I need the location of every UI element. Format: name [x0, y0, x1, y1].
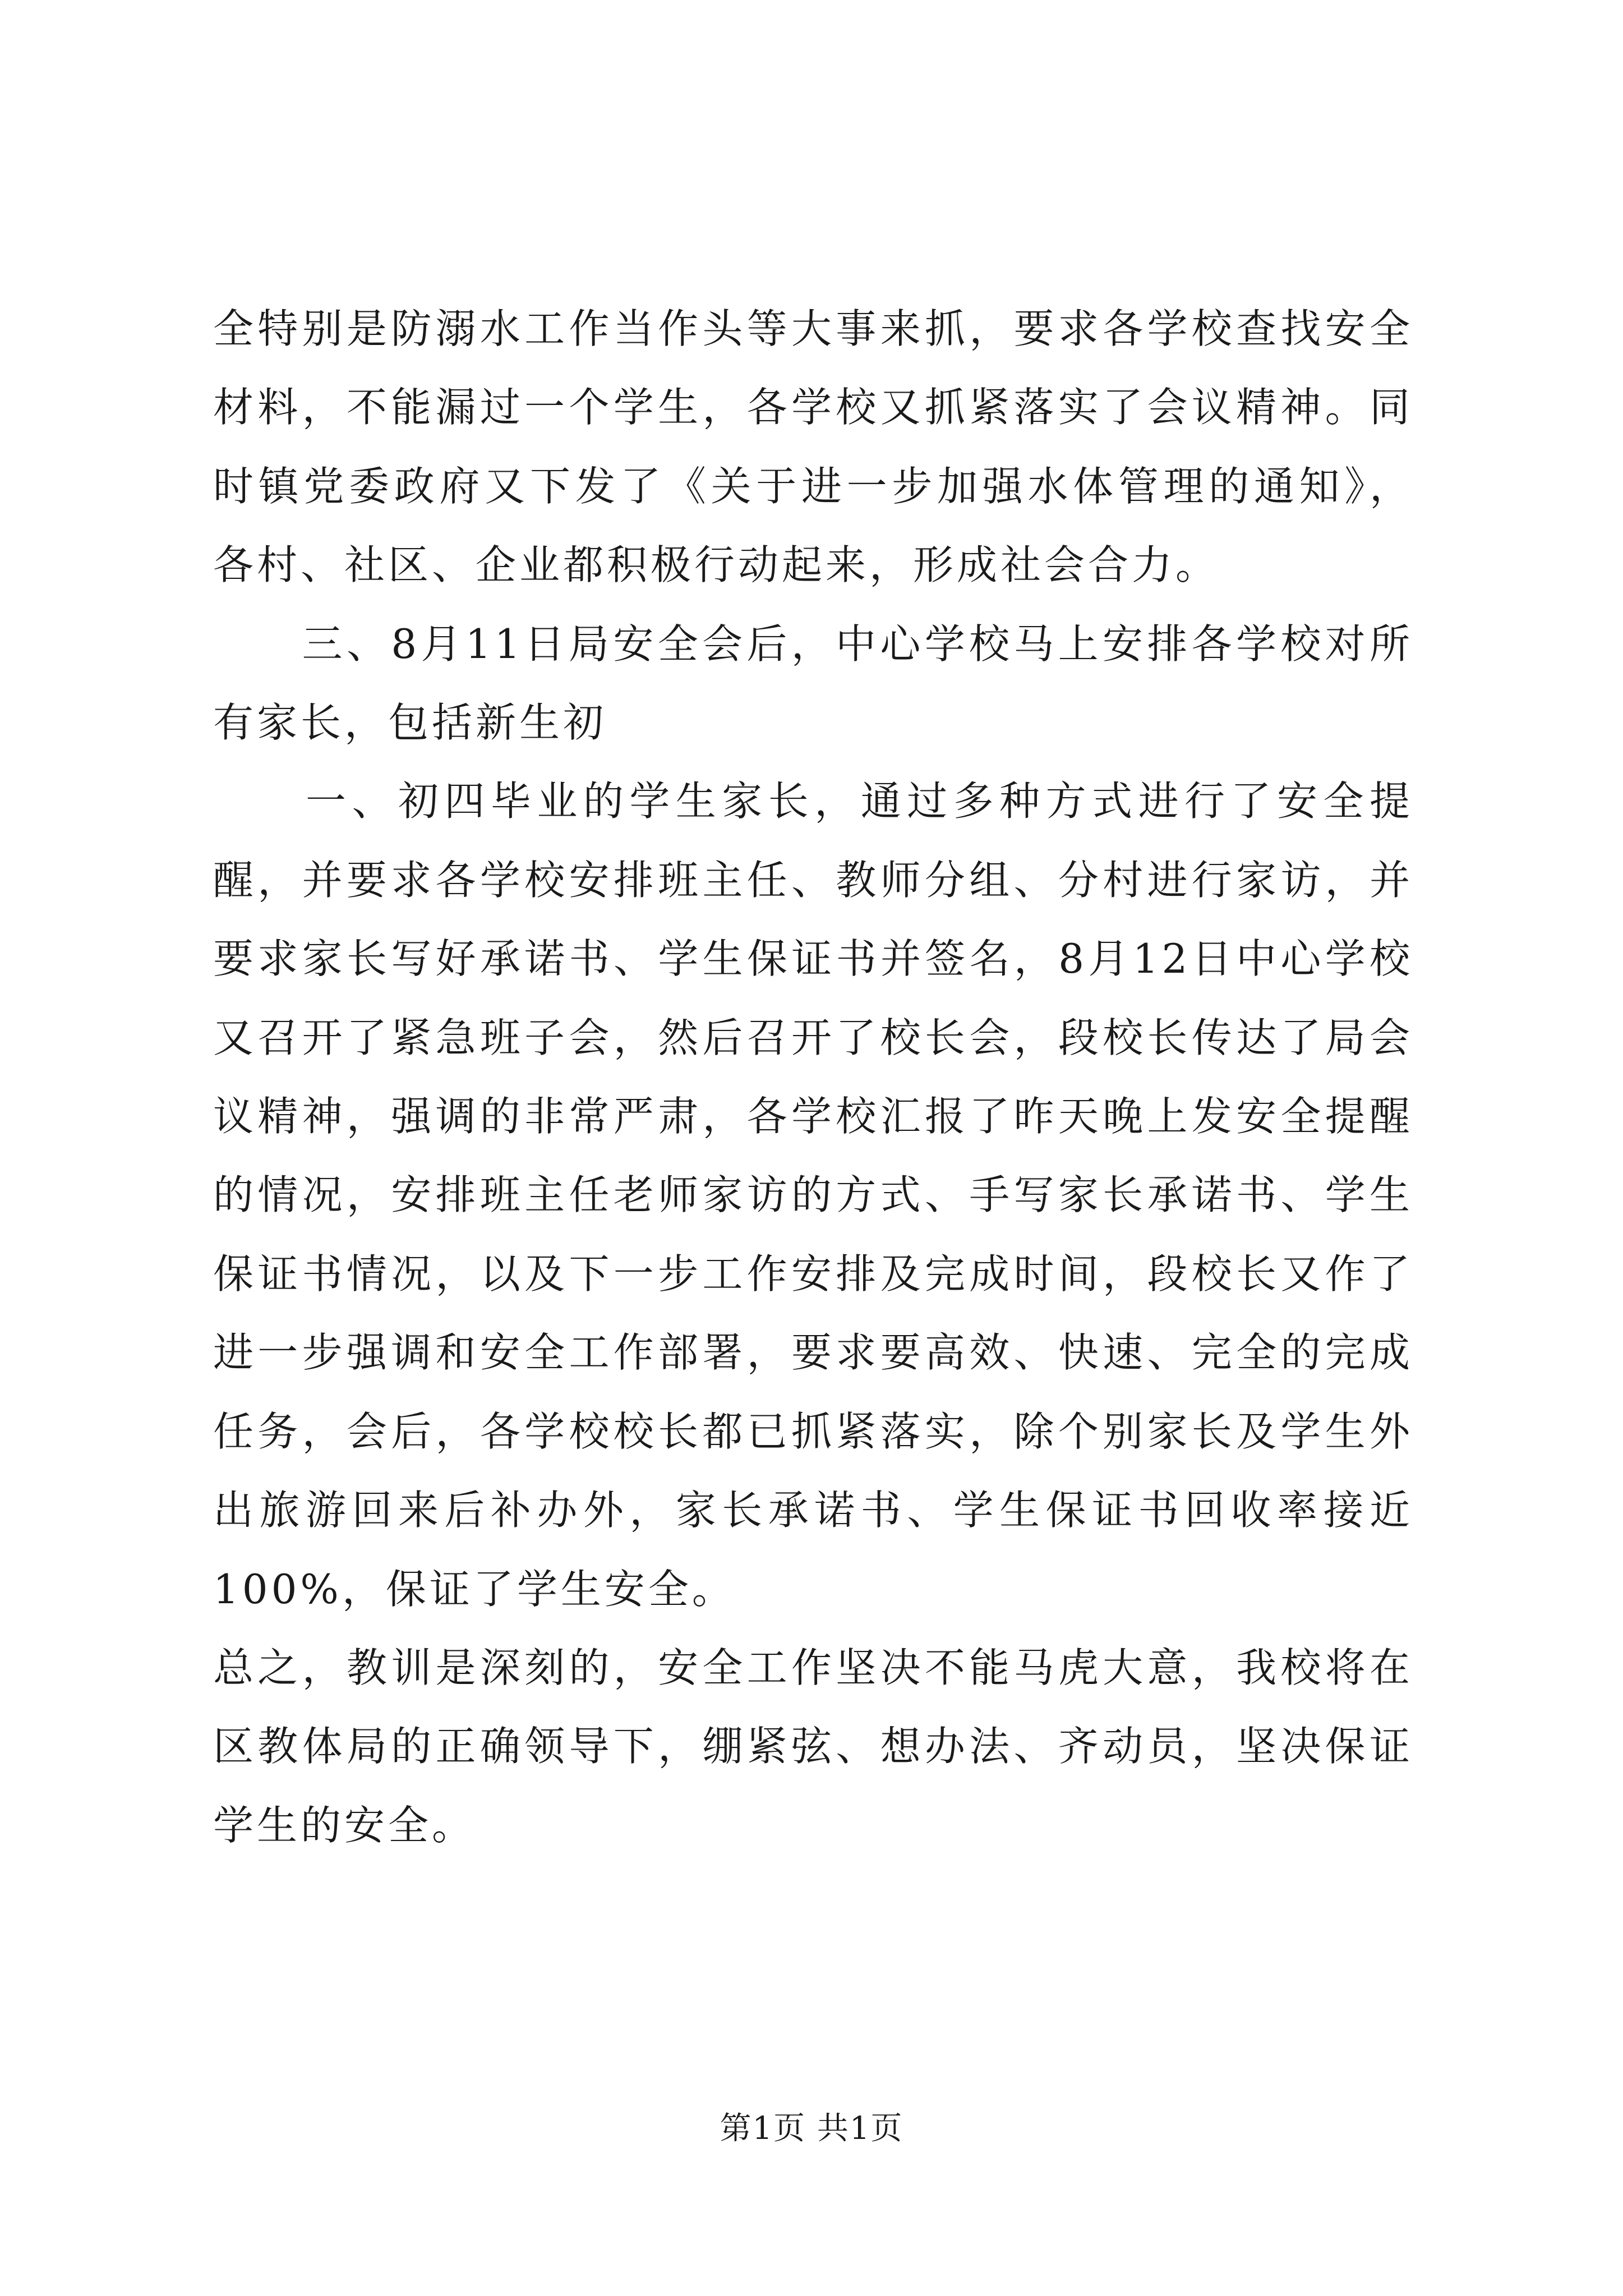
- paragraph-1: 全特别是防溺水工作当作头等大事来抓，要求各学校查找安全材料，不能漏过一个学生，各学校又抓紧落实了会议精神。同时镇党委政府又下发了《关于进一步加强水体管理的通知》，各村、社区、企业都积极行动起来，形成社会合力。: [213, 305, 1413, 589]
- paragraph-4: 总之，教训是深刻的，安全工作坚决不能马虎大意，我校将在区教体局的正确领导下，绷紧弦、想办法、齐动员，坚决保证学生的安全。: [213, 1644, 1413, 1849]
- page-footer: [0, 2104, 1623, 2148]
- page-number-label: 第1页 共1页: [720, 2110, 903, 2147]
- paragraph-2: 三、8月11日局安全会后，中心学校马上安排各学校对所有家长，包括新生初: [213, 620, 1413, 747]
- paragraph-3: 一、初四毕业的学生家长，通过多种方式进行了安全提醒，并要求各学校安排班主任、教师分组、分村进行家访，并要求家长写好承诺书、学生保证书并签名，8月12日中心学校又召开了紧急班子会，然后召开了校长会，段校长传达了局会议精神，强调的非常严肃，各学校汇报了昨天晚上发安全提醒的情况，安排班主任老师家访的方式、手写家长承诺书、学生保证书情况，以及下一步工作安排及完成时间，段校长又作了进一步强调和安全工作部署，要求要高效、快速、完全的完成任务，会后，各学校校长都已抓紧落实，除个别家长及学生外出旅游回来后补办外，家长承诺书、学生保证书回收率接近100%，保证了学生安全。: [213, 777, 1413, 1613]
- document-body: [213, 289, 1413, 1865]
